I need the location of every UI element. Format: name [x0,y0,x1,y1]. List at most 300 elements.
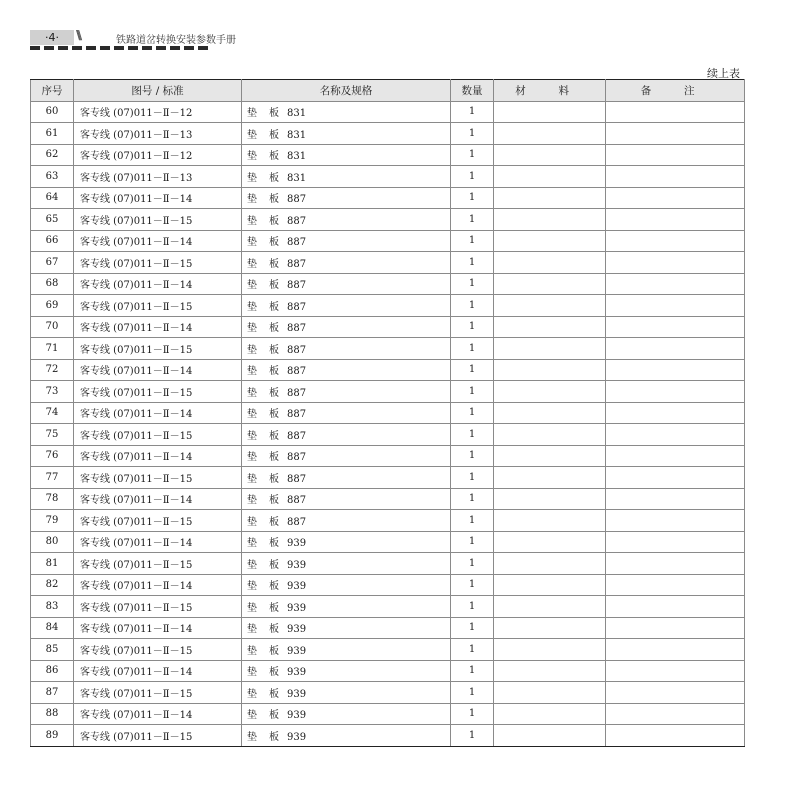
cell-no: 70 [31,316,74,338]
name-char-2: 板 [269,387,279,399]
cell-material [494,467,606,489]
name-spec: 939 [287,602,307,614]
name-char-2: 板 [269,538,279,550]
cell-qty: 1 [451,574,494,596]
name-char-1: 垫 [247,667,257,679]
parameter-table [30,79,745,747]
name-char-1: 垫 [247,495,257,507]
cell-material [494,316,606,338]
name-spec: 887 [287,387,307,399]
name-spec: 887 [287,258,307,270]
name-char-1: 垫 [247,731,257,743]
cell-qty: 1 [451,660,494,682]
cell-drawing: 客专线 (07)011－Ⅱ－12 [74,144,242,166]
cell-drawing: 客专线 (07)011－Ⅱ－15 [74,639,242,661]
name-char-2: 板 [269,581,279,593]
name-char-2: 板 [269,452,279,464]
table-row [31,295,745,317]
cell-name [242,209,451,231]
name-spec: 939 [287,624,307,636]
cell-material [494,166,606,188]
cell-note [606,703,745,725]
name-char-1: 垫 [247,409,257,421]
name-char-2: 板 [269,129,279,141]
name-char-2: 板 [269,258,279,270]
name-spec: 887 [287,452,307,464]
cell-no: 64 [31,187,74,209]
name-spec: 939 [287,688,307,700]
table-row [31,316,745,338]
cell-drawing: 客专线 (07)011－Ⅱ－13 [74,123,242,145]
table-row [31,488,745,510]
table-row [31,660,745,682]
cell-name [242,725,451,747]
cell-note [606,725,745,747]
table-row [31,617,745,639]
cell-drawing: 客专线 (07)011－Ⅱ－15 [74,553,242,575]
cell-name [242,467,451,489]
cell-drawing: 客专线 (07)011－Ⅱ－14 [74,359,242,381]
cell-material [494,338,606,360]
cell-qty: 1 [451,209,494,231]
header-rule [30,46,210,50]
cell-note [606,273,745,295]
cell-drawing: 客专线 (07)011－Ⅱ－15 [74,682,242,704]
name-spec: 939 [287,667,307,679]
table-row [31,166,745,188]
cell-qty: 1 [451,445,494,467]
cell-drawing: 客专线 (07)011－Ⅱ－14 [74,445,242,467]
cell-name [242,574,451,596]
cell-name [242,187,451,209]
cell-drawing: 客专线 (07)011－Ⅱ－14 [74,230,242,252]
name-char-1: 垫 [247,108,257,120]
name-char-2: 板 [269,151,279,163]
cell-drawing: 客专线 (07)011－Ⅱ－14 [74,531,242,553]
cell-material [494,359,606,381]
cell-material [494,488,606,510]
book-title: 铁路道岔转换安装参数手册 [116,35,236,46]
cell-qty: 1 [451,639,494,661]
table-row [31,123,745,145]
cell-material [494,596,606,618]
cell-name [242,553,451,575]
name-char-2: 板 [269,645,279,657]
cell-note [606,295,745,317]
cell-no: 83 [31,596,74,618]
name-char-1: 垫 [247,258,257,270]
name-char-2: 板 [269,172,279,184]
cell-note [606,166,745,188]
cell-note [606,359,745,381]
cell-no: 68 [31,273,74,295]
cell-no: 81 [31,553,74,575]
header-slashes: \\\ [76,28,80,42]
name-char-2: 板 [269,559,279,571]
column-header-qty: 数量 [451,80,494,102]
cell-qty: 1 [451,295,494,317]
name-spec: 887 [287,366,307,378]
cell-drawing: 客专线 (07)011－Ⅱ－14 [74,402,242,424]
cell-drawing: 客专线 (07)011－Ⅱ－15 [74,338,242,360]
cell-drawing: 客专线 (07)011－Ⅱ－15 [74,510,242,532]
cell-qty: 1 [451,531,494,553]
cell-material [494,703,606,725]
cell-note [606,510,745,532]
cell-no: 82 [31,574,74,596]
name-char-1: 垫 [247,280,257,292]
cell-qty: 1 [451,166,494,188]
cell-no: 67 [31,252,74,274]
cell-drawing: 客专线 (07)011－Ⅱ－15 [74,209,242,231]
cell-note [606,230,745,252]
cell-note [606,252,745,274]
cell-drawing: 客专线 (07)011－Ⅱ－14 [74,273,242,295]
cell-drawing: 客专线 (07)011－Ⅱ－15 [74,295,242,317]
name-spec: 887 [287,194,307,206]
name-char-1: 垫 [247,366,257,378]
table-row [31,273,745,295]
name-char-1: 垫 [247,215,257,227]
cell-name [242,359,451,381]
cell-qty: 1 [451,123,494,145]
page-number: ·4· [30,30,74,45]
cell-material [494,660,606,682]
name-spec: 887 [287,280,307,292]
cell-no: 76 [31,445,74,467]
name-spec: 939 [287,731,307,743]
cell-drawing: 客专线 (07)011－Ⅱ－15 [74,252,242,274]
name-spec: 887 [287,495,307,507]
table-row [31,252,745,274]
table-row [31,725,745,747]
table-row [31,381,745,403]
cell-qty: 1 [451,187,494,209]
name-spec: 887 [287,473,307,485]
cell-name [242,273,451,295]
cell-no: 87 [31,682,74,704]
name-char-1: 垫 [247,301,257,313]
table-header-row [31,80,745,102]
table-row [31,596,745,618]
cell-material [494,209,606,231]
name-char-1: 垫 [247,323,257,335]
name-spec: 939 [287,581,307,593]
cell-note [606,488,745,510]
name-spec: 887 [287,237,307,249]
cell-no: 73 [31,381,74,403]
cell-note [606,316,745,338]
cell-material [494,617,606,639]
cell-no: 78 [31,488,74,510]
cell-qty: 1 [451,273,494,295]
cell-note [606,338,745,360]
table-row [31,574,745,596]
cell-material [494,445,606,467]
name-char-2: 板 [269,280,279,292]
name-char-1: 垫 [247,688,257,700]
cell-no: 79 [31,510,74,532]
cell-material [494,230,606,252]
name-char-1: 垫 [247,645,257,657]
cell-material [494,187,606,209]
cell-drawing: 客专线 (07)011－Ⅱ－14 [74,660,242,682]
table-row [31,230,745,252]
column-header-note: 备 注 [606,80,745,102]
cell-note [606,574,745,596]
name-spec: 831 [287,129,307,141]
table-row [31,639,745,661]
cell-qty: 1 [451,338,494,360]
cell-qty: 1 [451,316,494,338]
name-char-2: 板 [269,667,279,679]
name-spec: 831 [287,108,307,120]
name-char-1: 垫 [247,602,257,614]
cell-name [242,402,451,424]
cell-note [606,101,745,123]
cell-material [494,123,606,145]
name-char-2: 板 [269,215,279,227]
cell-material [494,101,606,123]
cell-drawing: 客专线 (07)011－Ⅱ－15 [74,381,242,403]
cell-material [494,402,606,424]
cell-material [494,510,606,532]
cell-name [242,166,451,188]
cell-name [242,510,451,532]
cell-qty: 1 [451,467,494,489]
name-spec: 939 [287,559,307,571]
cell-name [242,488,451,510]
name-char-1: 垫 [247,237,257,249]
continued-label: 续上表 [707,67,740,80]
cell-drawing: 客专线 (07)011－Ⅱ－15 [74,424,242,446]
cell-drawing: 客专线 (07)011－Ⅱ－13 [74,166,242,188]
cell-note [606,187,745,209]
name-char-2: 板 [269,301,279,313]
cell-note [606,402,745,424]
name-char-1: 垫 [247,151,257,163]
cell-material [494,574,606,596]
cell-name [242,381,451,403]
cell-qty: 1 [451,101,494,123]
table-row [31,209,745,231]
name-char-1: 垫 [247,710,257,722]
cell-name [242,596,451,618]
name-char-2: 板 [269,710,279,722]
cell-name [242,660,451,682]
cell-no: 88 [31,703,74,725]
name-spec: 831 [287,151,307,163]
cell-note [606,553,745,575]
cell-no: 61 [31,123,74,145]
name-spec: 887 [287,301,307,313]
table-row [31,424,745,446]
cell-no: 86 [31,660,74,682]
name-char-1: 垫 [247,387,257,399]
cell-material [494,531,606,553]
name-char-2: 板 [269,237,279,249]
cell-qty: 1 [451,402,494,424]
cell-qty: 1 [451,359,494,381]
name-char-1: 垫 [247,624,257,636]
table-row [31,402,745,424]
name-char-1: 垫 [247,194,257,206]
cell-qty: 1 [451,510,494,532]
cell-note [606,445,745,467]
cell-name [242,639,451,661]
cell-no: 69 [31,295,74,317]
name-char-2: 板 [269,430,279,442]
name-char-2: 板 [269,344,279,356]
cell-note [606,144,745,166]
cell-drawing: 客专线 (07)011－Ⅱ－14 [74,703,242,725]
cell-material [494,424,606,446]
cell-name [242,316,451,338]
cell-name [242,424,451,446]
cell-note [606,639,745,661]
name-char-1: 垫 [247,473,257,485]
name-spec: 939 [287,710,307,722]
cell-qty: 1 [451,252,494,274]
name-spec: 939 [287,645,307,657]
cell-material [494,381,606,403]
table-row [31,359,745,381]
name-char-1: 垫 [247,430,257,442]
cell-drawing: 客专线 (07)011－Ⅱ－14 [74,574,242,596]
column-header-no: 序号 [31,80,74,102]
cell-no: 66 [31,230,74,252]
cell-note [606,209,745,231]
cell-qty: 1 [451,381,494,403]
cell-qty: 1 [451,230,494,252]
cell-name [242,703,451,725]
cell-note [606,424,745,446]
name-char-2: 板 [269,323,279,335]
cell-name [242,295,451,317]
cell-name [242,617,451,639]
name-spec: 887 [287,516,307,528]
cell-material [494,273,606,295]
name-char-1: 垫 [247,344,257,356]
table-row [31,144,745,166]
name-char-1: 垫 [247,516,257,528]
cell-material [494,682,606,704]
name-char-1: 垫 [247,129,257,141]
cell-name [242,144,451,166]
cell-qty: 1 [451,424,494,446]
name-spec: 887 [287,215,307,227]
cell-qty: 1 [451,488,494,510]
table-row [31,682,745,704]
name-char-2: 板 [269,366,279,378]
cell-no: 84 [31,617,74,639]
cell-no: 75 [31,424,74,446]
cell-no: 89 [31,725,74,747]
cell-note [606,531,745,553]
cell-qty: 1 [451,682,494,704]
name-spec: 939 [287,538,307,550]
cell-note [606,596,745,618]
cell-name [242,682,451,704]
name-spec: 887 [287,323,307,335]
page-header [30,28,750,50]
cell-material [494,553,606,575]
cell-material [494,295,606,317]
table-row [31,531,745,553]
name-char-2: 板 [269,602,279,614]
table-row [31,467,745,489]
cell-drawing: 客专线 (07)011－Ⅱ－15 [74,596,242,618]
name-spec: 831 [287,172,307,184]
cell-name [242,531,451,553]
name-char-1: 垫 [247,538,257,550]
cell-no: 72 [31,359,74,381]
column-header-name: 名称及规格 [242,80,451,102]
table-row [31,703,745,725]
table-row [31,445,745,467]
cell-material [494,252,606,274]
cell-no: 60 [31,101,74,123]
cell-material [494,725,606,747]
cell-name [242,445,451,467]
name-char-2: 板 [269,731,279,743]
cell-note [606,617,745,639]
cell-no: 65 [31,209,74,231]
cell-drawing: 客专线 (07)011－Ⅱ－14 [74,617,242,639]
cell-qty: 1 [451,725,494,747]
cell-qty: 1 [451,596,494,618]
cell-note [606,682,745,704]
cell-no: 74 [31,402,74,424]
table-row [31,553,745,575]
name-char-2: 板 [269,194,279,206]
name-char-1: 垫 [247,581,257,593]
name-char-1: 垫 [247,559,257,571]
cell-name [242,101,451,123]
cell-note [606,381,745,403]
cell-qty: 1 [451,144,494,166]
cell-no: 85 [31,639,74,661]
name-char-2: 板 [269,624,279,636]
name-char-2: 板 [269,108,279,120]
cell-note [606,123,745,145]
cell-qty: 1 [451,617,494,639]
name-char-1: 垫 [247,452,257,464]
table-row [31,510,745,532]
cell-name [242,338,451,360]
cell-drawing: 客专线 (07)011－Ⅱ－14 [74,316,242,338]
name-char-1: 垫 [247,172,257,184]
cell-no: 77 [31,467,74,489]
name-spec: 887 [287,430,307,442]
cell-qty: 1 [451,703,494,725]
column-header-material: 材 料 [494,80,606,102]
cell-drawing: 客专线 (07)011－Ⅱ－15 [74,467,242,489]
cell-material [494,639,606,661]
cell-no: 80 [31,531,74,553]
cell-drawing: 客专线 (07)011－Ⅱ－12 [74,101,242,123]
cell-qty: 1 [451,553,494,575]
table-body [31,101,745,746]
cell-no: 63 [31,166,74,188]
name-char-2: 板 [269,409,279,421]
name-char-2: 板 [269,516,279,528]
name-spec: 887 [287,409,307,421]
name-spec: 887 [287,344,307,356]
cell-name [242,230,451,252]
cell-no: 71 [31,338,74,360]
column-header-drawing: 图号 / 标准 [74,80,242,102]
